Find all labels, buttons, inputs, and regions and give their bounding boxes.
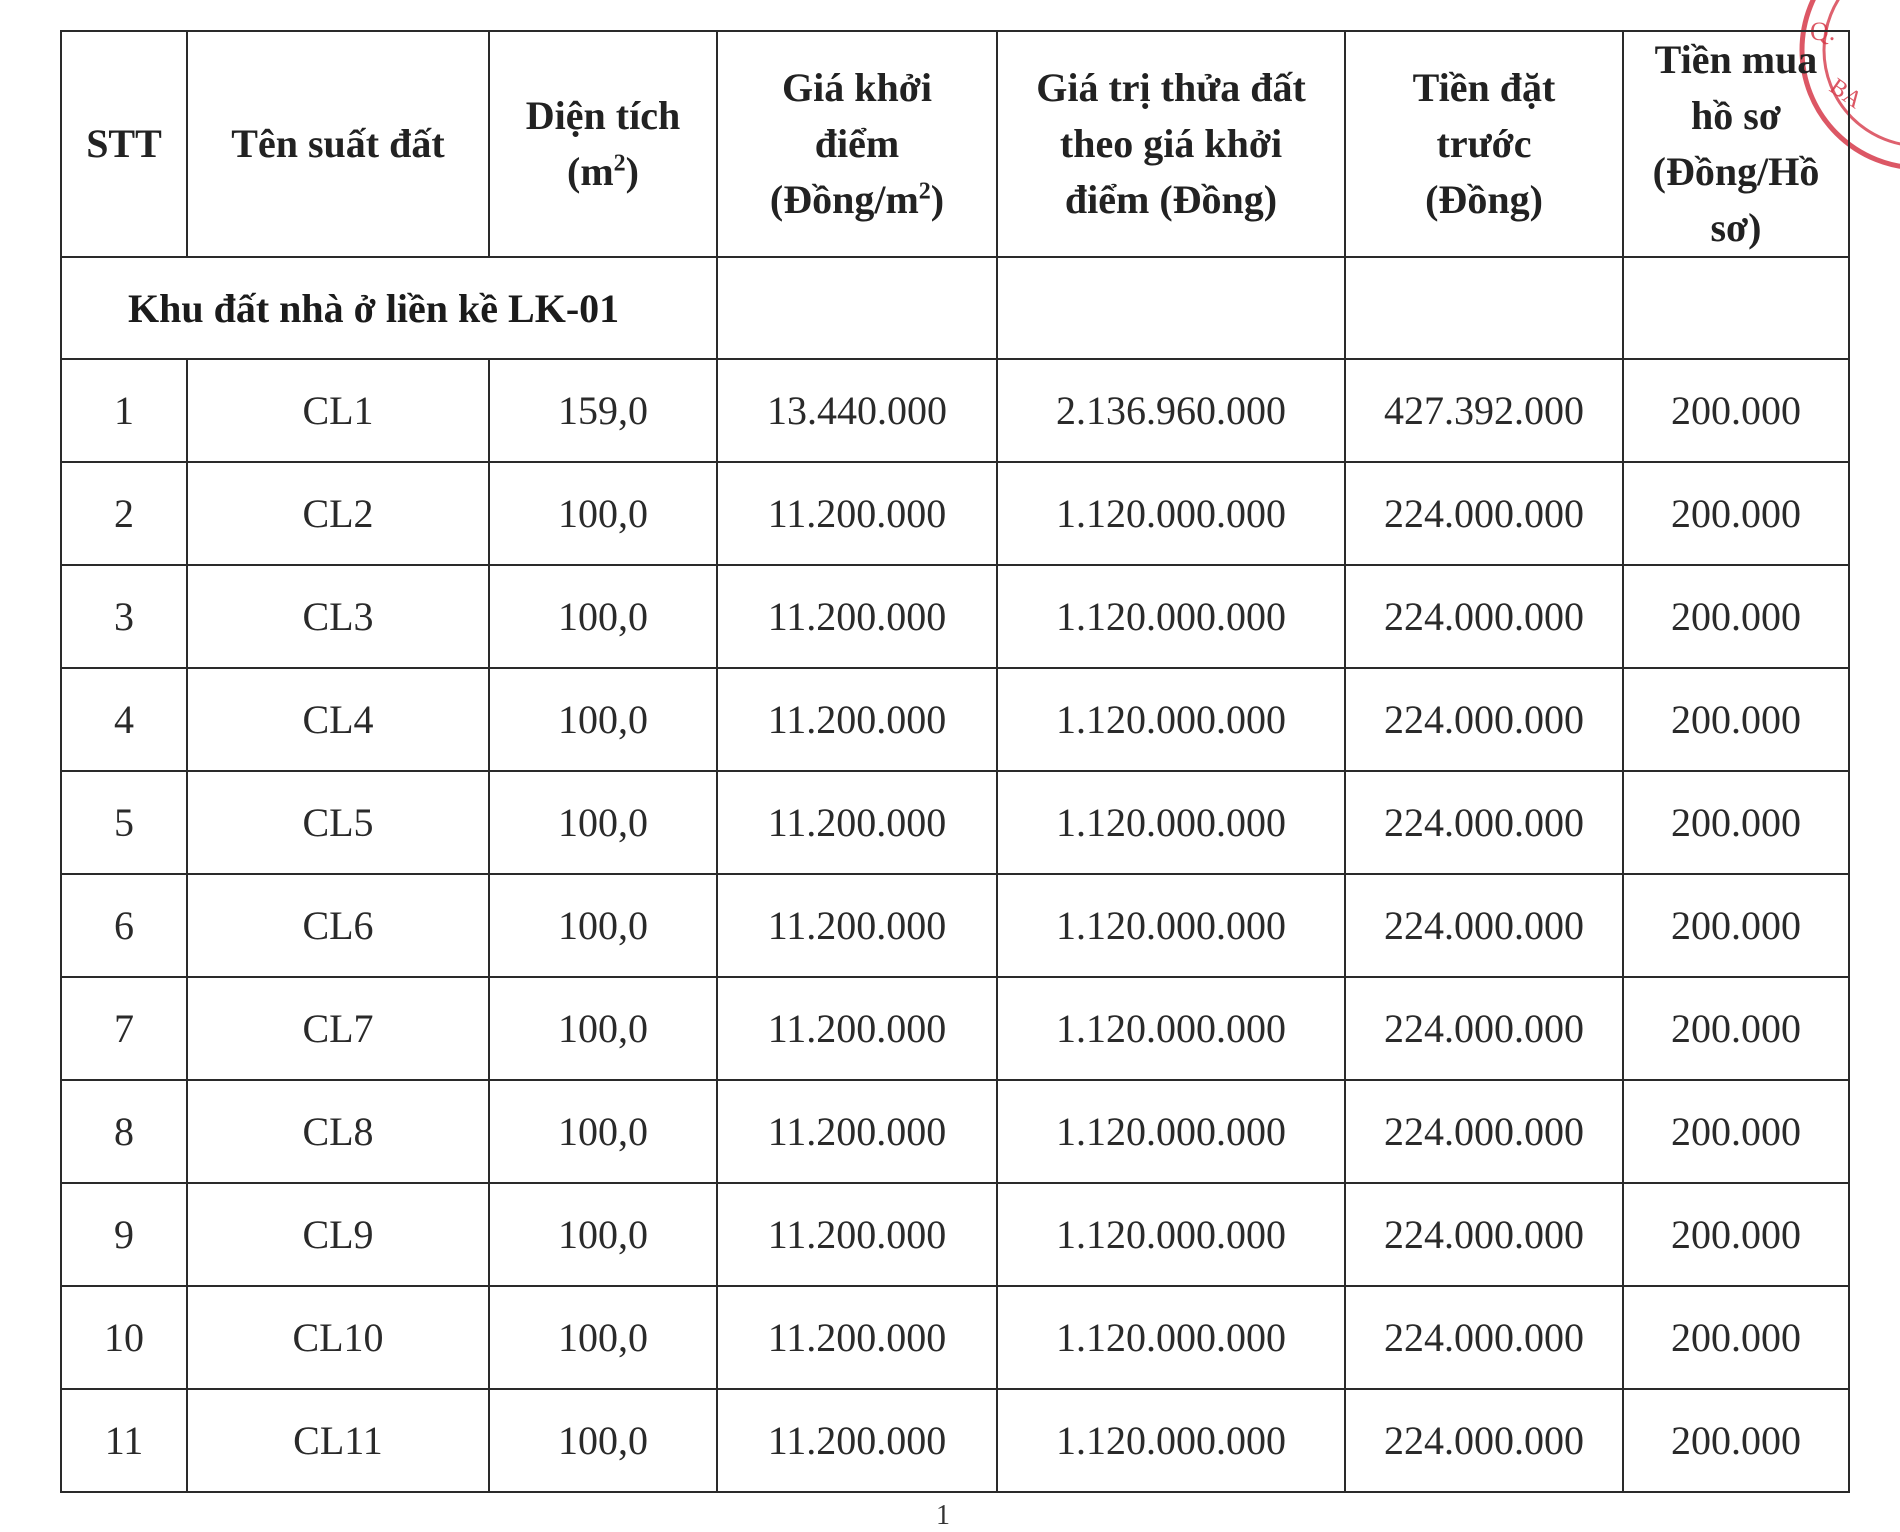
cell-name: CL8 xyxy=(187,1080,489,1183)
page-number: 1 xyxy=(936,1500,950,1531)
group-empty-cell xyxy=(1345,257,1623,359)
cell-start-price: 11.200.000 xyxy=(717,1080,997,1183)
cell-start-price: 11.200.000 xyxy=(717,1183,997,1286)
cell-value: 1.120.000.000 xyxy=(997,462,1345,565)
cell-start-price: 11.200.000 xyxy=(717,1286,997,1389)
cell-deposit: 224.000.000 xyxy=(1345,565,1623,668)
cell-value: 1.120.000.000 xyxy=(997,1389,1345,1492)
svg-text:BA: BA xyxy=(1824,73,1867,115)
cell-fee: 200.000 xyxy=(1623,462,1849,565)
cell-deposit: 224.000.000 xyxy=(1345,1080,1623,1183)
cell-fee: 200.000 xyxy=(1623,874,1849,977)
cell-start-price: 11.200.000 xyxy=(717,874,997,977)
header-start-price: Giá khởi điểm $(Đồng/m^2)$ xyxy=(717,31,997,257)
header-deposit: Tiền đặt trước (Đồng) xyxy=(1345,31,1623,257)
cell-name: CL1 xyxy=(187,359,489,462)
cell-deposit: 224.000.000 xyxy=(1345,977,1623,1080)
cell-name: CL9 xyxy=(187,1183,489,1286)
cell-fee: 200.000 xyxy=(1623,1080,1849,1183)
cell-area: 100,0 xyxy=(489,977,717,1080)
table-row xyxy=(61,771,1849,874)
cell-stt: 10 xyxy=(61,1286,187,1389)
cell-value: 1.120.000.000 xyxy=(997,874,1345,977)
cell-fee: 200.000 xyxy=(1623,1286,1849,1389)
land-auction-table xyxy=(60,30,1850,1493)
cell-area: 100,0 xyxy=(489,462,717,565)
cell-deposit: 224.000.000 xyxy=(1345,874,1623,977)
cell-fee: 200.000 xyxy=(1623,668,1849,771)
cell-name: CL6 xyxy=(187,874,489,977)
cell-area: 100,0 xyxy=(489,1080,717,1183)
header-area: Diện tích $(m^2)$ xyxy=(489,31,717,257)
cell-value: 1.120.000.000 xyxy=(997,565,1345,668)
cell-fee: 200.000 xyxy=(1623,771,1849,874)
table-row xyxy=(61,1286,1849,1389)
cell-area: 100,0 xyxy=(489,668,717,771)
cell-start-price: 11.200.000 xyxy=(717,977,997,1080)
cell-name: CL2 xyxy=(187,462,489,565)
cell-deposit: 224.000.000 xyxy=(1345,668,1623,771)
cell-value: 1.120.000.000 xyxy=(997,668,1345,771)
cell-area: 100,0 xyxy=(489,771,717,874)
header-stt: STT xyxy=(61,31,187,257)
table-header-row xyxy=(61,31,1849,257)
cell-area: 100,0 xyxy=(489,1286,717,1389)
cell-deposit: 427.392.000 xyxy=(1345,359,1623,462)
cell-stt: 6 xyxy=(61,874,187,977)
table-row xyxy=(61,1183,1849,1286)
group-empty-cell xyxy=(1623,257,1849,359)
cell-stt: 8 xyxy=(61,1080,187,1183)
cell-fee: 200.000 xyxy=(1623,1389,1849,1492)
cell-deposit: 224.000.000 xyxy=(1345,462,1623,565)
table-row xyxy=(61,359,1849,462)
cell-deposit: 224.000.000 xyxy=(1345,1389,1623,1492)
cell-area: 159,0 xyxy=(489,359,717,462)
group-empty-cell xyxy=(717,257,997,359)
cell-value: 1.120.000.000 xyxy=(997,977,1345,1080)
svg-text:Q.: Q. xyxy=(1810,17,1836,46)
table-row xyxy=(61,668,1849,771)
cell-stt: 2 xyxy=(61,462,187,565)
cell-deposit: 224.000.000 xyxy=(1345,1183,1623,1286)
cell-start-price: 11.200.000 xyxy=(717,668,997,771)
cell-value: 2.136.960.000 xyxy=(997,359,1345,462)
cell-stt: 5 xyxy=(61,771,187,874)
group-label: Khu đất nhà ở liền kề LK-01 xyxy=(61,257,717,359)
table-row xyxy=(61,565,1849,668)
cell-area: 100,0 xyxy=(489,1389,717,1492)
cell-name: CL5 xyxy=(187,771,489,874)
header-name: Tên suất đất xyxy=(187,31,489,257)
group-row xyxy=(61,257,1849,359)
cell-area: 100,0 xyxy=(489,1183,717,1286)
cell-name: CL11 xyxy=(187,1389,489,1492)
cell-fee: 200.000 xyxy=(1623,1183,1849,1286)
cell-deposit: 224.000.000 xyxy=(1345,771,1623,874)
cell-fee: 200.000 xyxy=(1623,359,1849,462)
cell-stt: 11 xyxy=(61,1389,187,1492)
cell-name: CL4 xyxy=(187,668,489,771)
cell-start-price: 13.440.000 xyxy=(717,359,997,462)
cell-name: CL10 xyxy=(187,1286,489,1389)
cell-start-price: 11.200.000 xyxy=(717,771,997,874)
table-row xyxy=(61,462,1849,565)
table-row xyxy=(61,874,1849,977)
header-dossier-fee: Tiền mua hồ sơ (Đồng/Hồ sơ) xyxy=(1623,31,1849,257)
cell-deposit: 224.000.000 xyxy=(1345,1286,1623,1389)
cell-value: 1.120.000.000 xyxy=(997,1286,1345,1389)
cell-fee: 200.000 xyxy=(1623,565,1849,668)
table-row xyxy=(61,1389,1849,1492)
cell-stt: 9 xyxy=(61,1183,187,1286)
cell-name: CL3 xyxy=(187,565,489,668)
cell-stt: 1 xyxy=(61,359,187,462)
table-row xyxy=(61,977,1849,1080)
cell-area: 100,0 xyxy=(489,565,717,668)
cell-start-price: 11.200.000 xyxy=(717,462,997,565)
cell-name: CL7 xyxy=(187,977,489,1080)
header-land-value: Giá trị thửa đất theo giá khởi điểm (Đồng) xyxy=(997,31,1345,257)
cell-value: 1.120.000.000 xyxy=(997,1183,1345,1286)
cell-start-price: 11.200.000 xyxy=(717,1389,997,1492)
cell-value: 1.120.000.000 xyxy=(997,771,1345,874)
cell-stt: 4 xyxy=(61,668,187,771)
cell-stt: 3 xyxy=(61,565,187,668)
cell-stt: 7 xyxy=(61,977,187,1080)
table-row xyxy=(61,1080,1849,1183)
cell-fee: 200.000 xyxy=(1623,977,1849,1080)
group-empty-cell xyxy=(997,257,1345,359)
cell-area: 100,0 xyxy=(489,874,717,977)
cell-start-price: 11.200.000 xyxy=(717,565,997,668)
cell-value: 1.120.000.000 xyxy=(997,1080,1345,1183)
